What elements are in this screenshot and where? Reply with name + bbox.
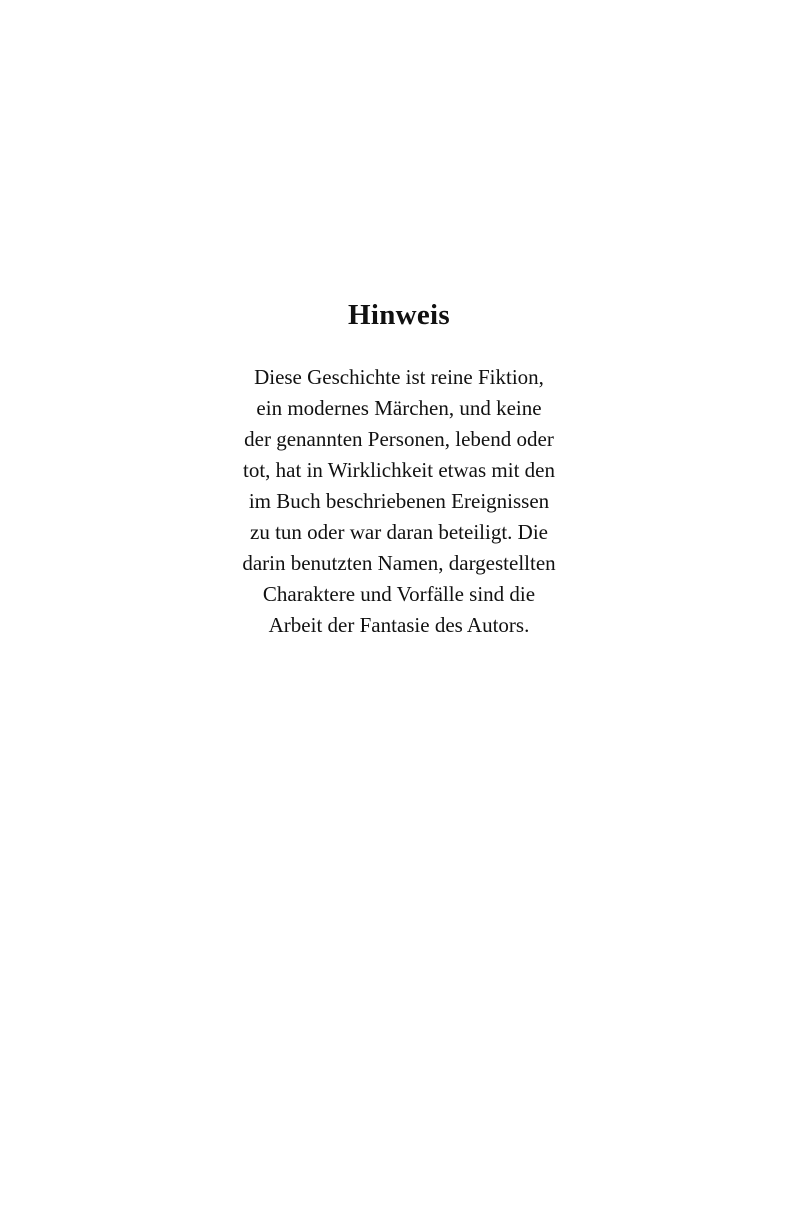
notice-body — [0, 362, 798, 641]
notice-line: zu tun oder war daran beteiligt. Die — [250, 520, 548, 544]
notice-line: darin benutzten Namen, dargestellten — [242, 551, 556, 575]
notice-line: Charaktere und Vorfälle sind die — [262, 582, 536, 606]
notice-line: ein modernes Märchen, und keine — [256, 396, 542, 420]
notice-line: tot, hat in Wirklichkeit etwas mit den — [243, 458, 555, 482]
notice-line: Diese Geschichte ist reine Fiktion, — [254, 365, 544, 389]
notice-line: im Buch beschriebenen Ereignissen — [248, 489, 550, 513]
notice-section — [0, 296, 798, 641]
notice-line: der genannten Personen, lebend oder — [244, 427, 554, 451]
notice-line: Arbeit der Fantasie des Autors. — [268, 613, 530, 637]
notice-title: Hinweis — [348, 299, 450, 331]
